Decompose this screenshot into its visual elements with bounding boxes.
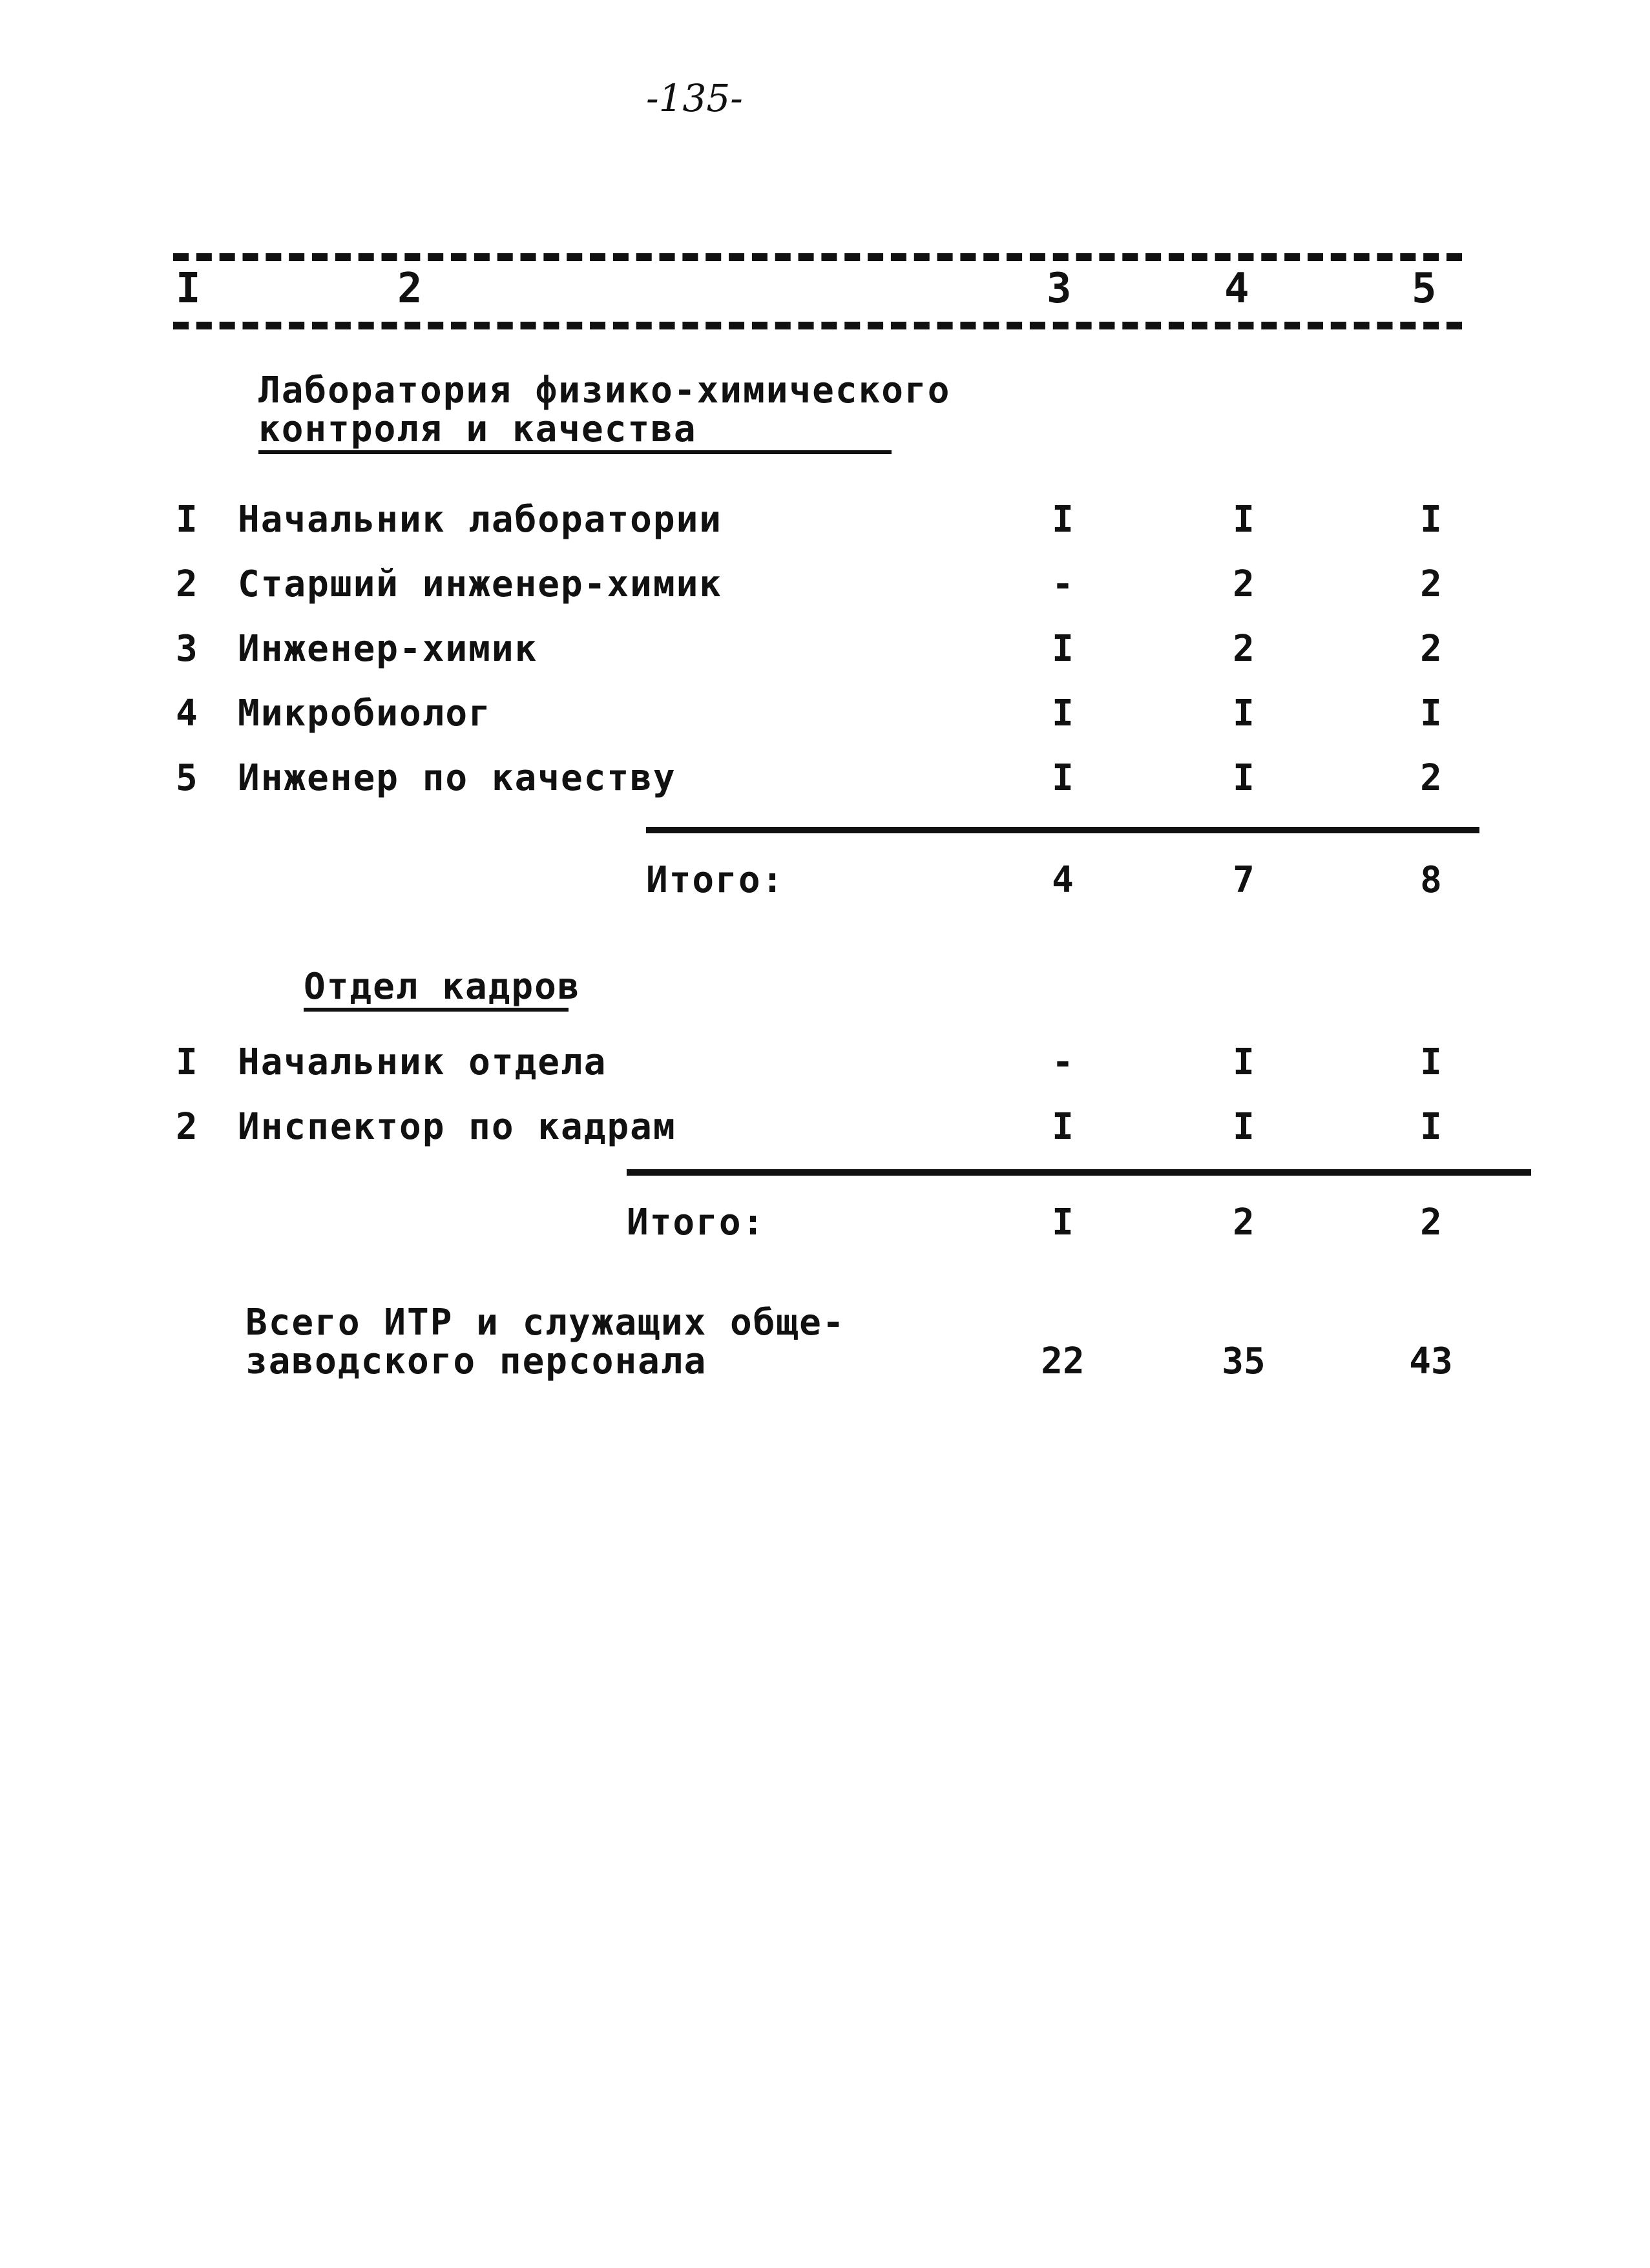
row-col4: I — [1233, 1041, 1255, 1083]
row-col5: I — [1420, 1041, 1442, 1083]
row-col4: I — [1233, 692, 1255, 734]
grand-total-col5: 43 — [1409, 1340, 1453, 1382]
row-col3: I — [1052, 628, 1074, 670]
section1-total-col4: 7 — [1233, 859, 1255, 901]
row-name: Инспектор по кадрам — [238, 1106, 676, 1148]
row-name: Микробиолог — [238, 692, 492, 734]
row-col4: I — [1233, 499, 1255, 541]
row-number: I — [176, 499, 199, 541]
row-col5: I — [1420, 1106, 1442, 1148]
row-col3: - — [1052, 563, 1074, 605]
row-name: Инженер по качеству — [238, 757, 676, 799]
row-name: Начальник лаборатории — [238, 499, 723, 541]
row-name: Старший инженер-химик — [238, 563, 723, 605]
column-number-5: 5 — [1412, 265, 1437, 313]
section1-title-line2: контроля и качества — [258, 408, 892, 454]
section2-title: Отдел кадров — [304, 966, 569, 1012]
row-col5: 2 — [1420, 757, 1442, 799]
header-bottom-dashed-line — [173, 322, 1462, 329]
grand-total-label-line2: заводского персонала — [245, 1340, 707, 1382]
row-col5: I — [1420, 692, 1442, 734]
row-col3: I — [1052, 692, 1074, 734]
section2-total-col5: 2 — [1420, 1202, 1442, 1243]
row-number: 2 — [176, 563, 199, 605]
column-number-2: 2 — [397, 265, 423, 313]
section1-total-rule — [646, 827, 1479, 833]
column-number-4: 4 — [1224, 265, 1249, 313]
section2-total-label: Итого: — [627, 1202, 766, 1243]
row-number: I — [176, 1041, 199, 1083]
row-col4: I — [1233, 757, 1255, 799]
row-number: 2 — [176, 1106, 199, 1148]
page-number: -135- — [646, 76, 743, 120]
row-col4: 2 — [1233, 563, 1255, 605]
row-col3: I — [1052, 1106, 1074, 1148]
row-number: 3 — [176, 628, 199, 670]
row-number: 4 — [176, 692, 199, 734]
row-col5: 2 — [1420, 563, 1442, 605]
section1-total-label: Итого: — [646, 859, 785, 901]
row-name: Начальник отдела — [238, 1041, 607, 1083]
row-col3: - — [1052, 1041, 1074, 1083]
row-name: Инженер-химик — [238, 628, 538, 670]
header-top-dashed-line — [173, 253, 1462, 261]
section1-total-col3: 4 — [1052, 859, 1074, 901]
row-col5: 2 — [1420, 628, 1442, 670]
section1-total-col5: 8 — [1420, 859, 1442, 901]
grand-total-col3: 22 — [1041, 1340, 1085, 1382]
section1-title-line1: Лаборатория физико-химического — [258, 369, 951, 411]
section2-total-rule — [627, 1169, 1531, 1176]
row-col3: I — [1052, 499, 1074, 541]
row-col4: 2 — [1233, 628, 1255, 670]
row-col5: I — [1420, 499, 1442, 541]
column-number-1: I — [176, 265, 201, 313]
section2-total-col4: 2 — [1233, 1202, 1255, 1243]
column-number-3: 3 — [1047, 265, 1072, 313]
grand-total-col4: 35 — [1222, 1340, 1266, 1382]
row-col3: I — [1052, 757, 1074, 799]
section2-total-col3: I — [1052, 1202, 1074, 1243]
grand-total-label-line1: Всего ИТР и служащих обще- — [245, 1302, 846, 1344]
row-number: 5 — [176, 757, 199, 799]
row-col4: I — [1233, 1106, 1255, 1148]
